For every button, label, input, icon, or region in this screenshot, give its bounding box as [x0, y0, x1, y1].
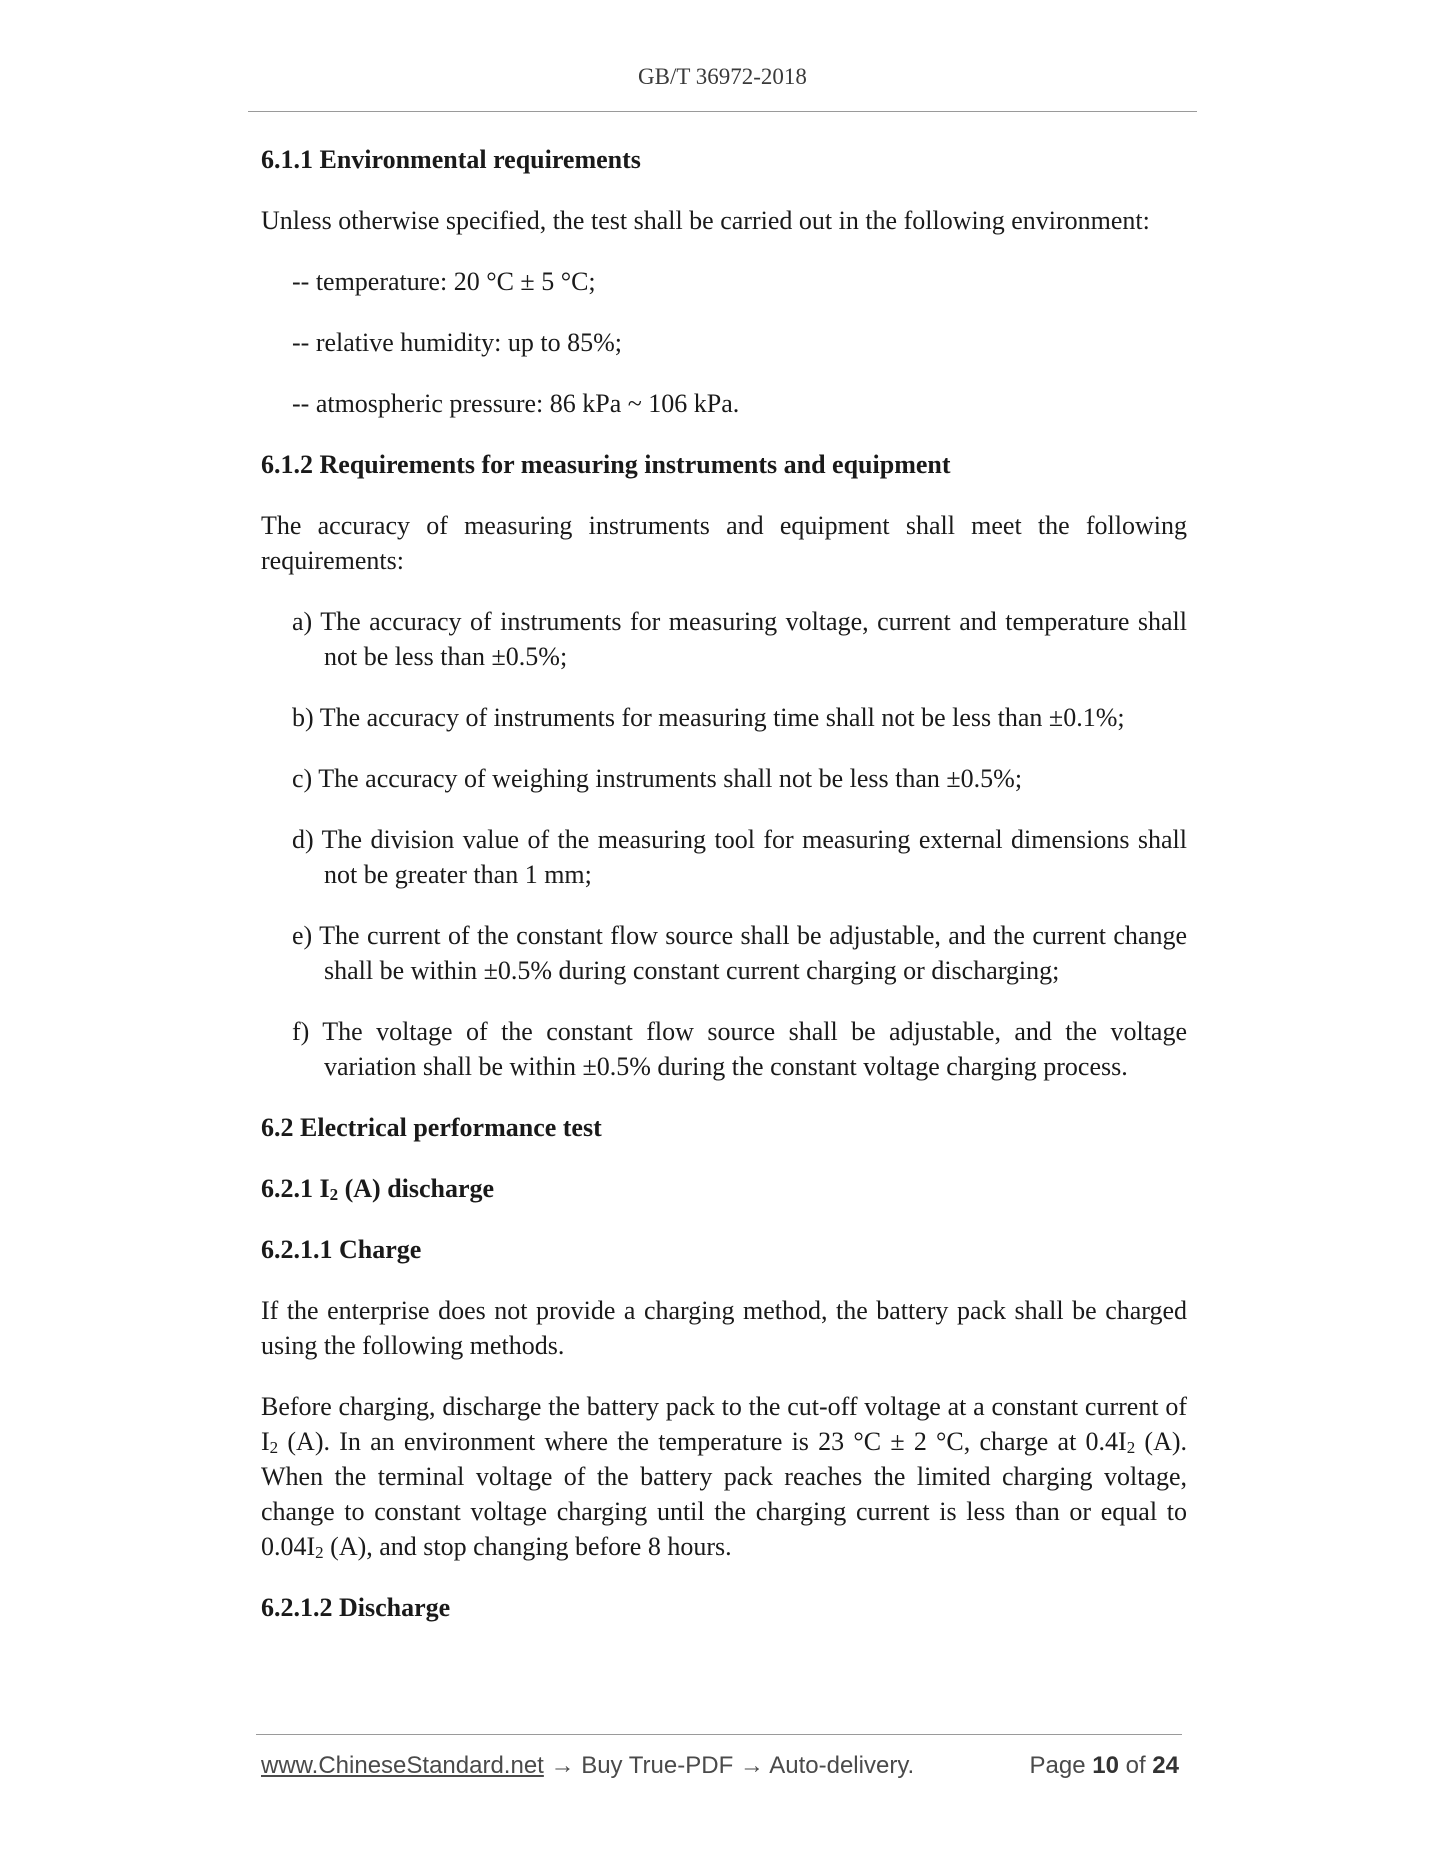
header-divider [248, 111, 1197, 112]
instrument-item-b: b) The accuracy of instruments for measuring time shall not be less than ±0.1%; [292, 703, 1125, 732]
buy-true-pdf-text: Buy True-PDF [581, 1752, 734, 1779]
section-6-2-heading: 6.2 Electrical performance test [261, 1113, 602, 1142]
instrument-item-a: a) The accuracy of instruments for measuring voltage, current and temperature shall not be less than ±0.5%; [292, 607, 1187, 671]
env-item-pressure: -- atmospheric pressure: 86 kPa ~ 106 kPa. [292, 389, 740, 418]
current-page: 10 [1092, 1752, 1119, 1779]
document-body [261, 142, 1187, 1625]
section-6-1-1-heading: 6.1.1 Environmental requirements [261, 145, 641, 174]
footer-divider [256, 1734, 1182, 1735]
page-number: Page 10 of 24 [1029, 1752, 1179, 1779]
env-item-humidity: -- relative humidity: up to 85%; [292, 328, 622, 357]
auto-delivery-text: Auto-delivery. [769, 1752, 915, 1779]
charge-paragraph-2: Before charging, discharge the battery pack to the cut-off voltage at a constant current of $I_2$ (A). In an environment where the temperature is 23 °C ± 2 °C, charge at $0.4I_2$ (A). When the terminal voltage of the battery pack reaches the limited charging voltage, change to constant voltage charging until the charging current is less than or equal to $0.04I_2$ (A), and stop changing before 8 hours. [261, 1392, 1188, 1562]
arrow-right-icon: → [739, 1752, 764, 1779]
env-item-temperature: -- temperature: 20 °C ± 5 °C; [292, 267, 596, 296]
section-6-2-1-1-heading: 6.2.1.1 Charge [261, 1235, 422, 1264]
instrument-item-f: f) The voltage of the constant flow source shall be adjustable, and the voltage variation shall be within ±0.5% during the constant voltage charging process. [292, 1017, 1187, 1081]
footer-promo [261, 1752, 914, 1780]
section-6-2-1-heading: 6.2.1 $I_2$ (A) discharge [261, 1174, 495, 1204]
instrument-item-d: d) The division value of the measuring tool for measuring external dimensions shall not be greater than 1 mm; [292, 825, 1187, 889]
arrow-right-icon: → [550, 1752, 575, 1779]
section-6-2-1-2-heading: 6.2.1.2 Discharge [261, 1593, 451, 1622]
section-6-1-1-intro: Unless otherwise specified, the test shall be carried out in the following environment: [261, 206, 1150, 235]
section-6-1-2-heading: 6.1.2 Requirements for measuring instruments and equipment [261, 450, 951, 479]
chinese-standard-link[interactable]: www.ChineseStandard.net [261, 1752, 544, 1779]
total-pages: 24 [1152, 1752, 1179, 1779]
standard-code-header: GB/T 36972-2018 [638, 64, 807, 89]
section-6-1-2-intro: The accuracy of measuring instruments and equipment shall meet the following requirements: [261, 511, 1187, 575]
charge-paragraph-1: If the enterprise does not provide a charging method, the battery pack shall be charged using the following methods. [261, 1296, 1187, 1360]
page-footer [261, 1752, 1179, 1780]
instrument-item-c: c) The accuracy of weighing instruments shall not be less than ±0.5%; [292, 764, 1023, 793]
instrument-item-e: e) The current of the constant flow source shall be adjustable, and the current change shall be within ±0.5% during constant current charging or discharging; [292, 921, 1187, 985]
